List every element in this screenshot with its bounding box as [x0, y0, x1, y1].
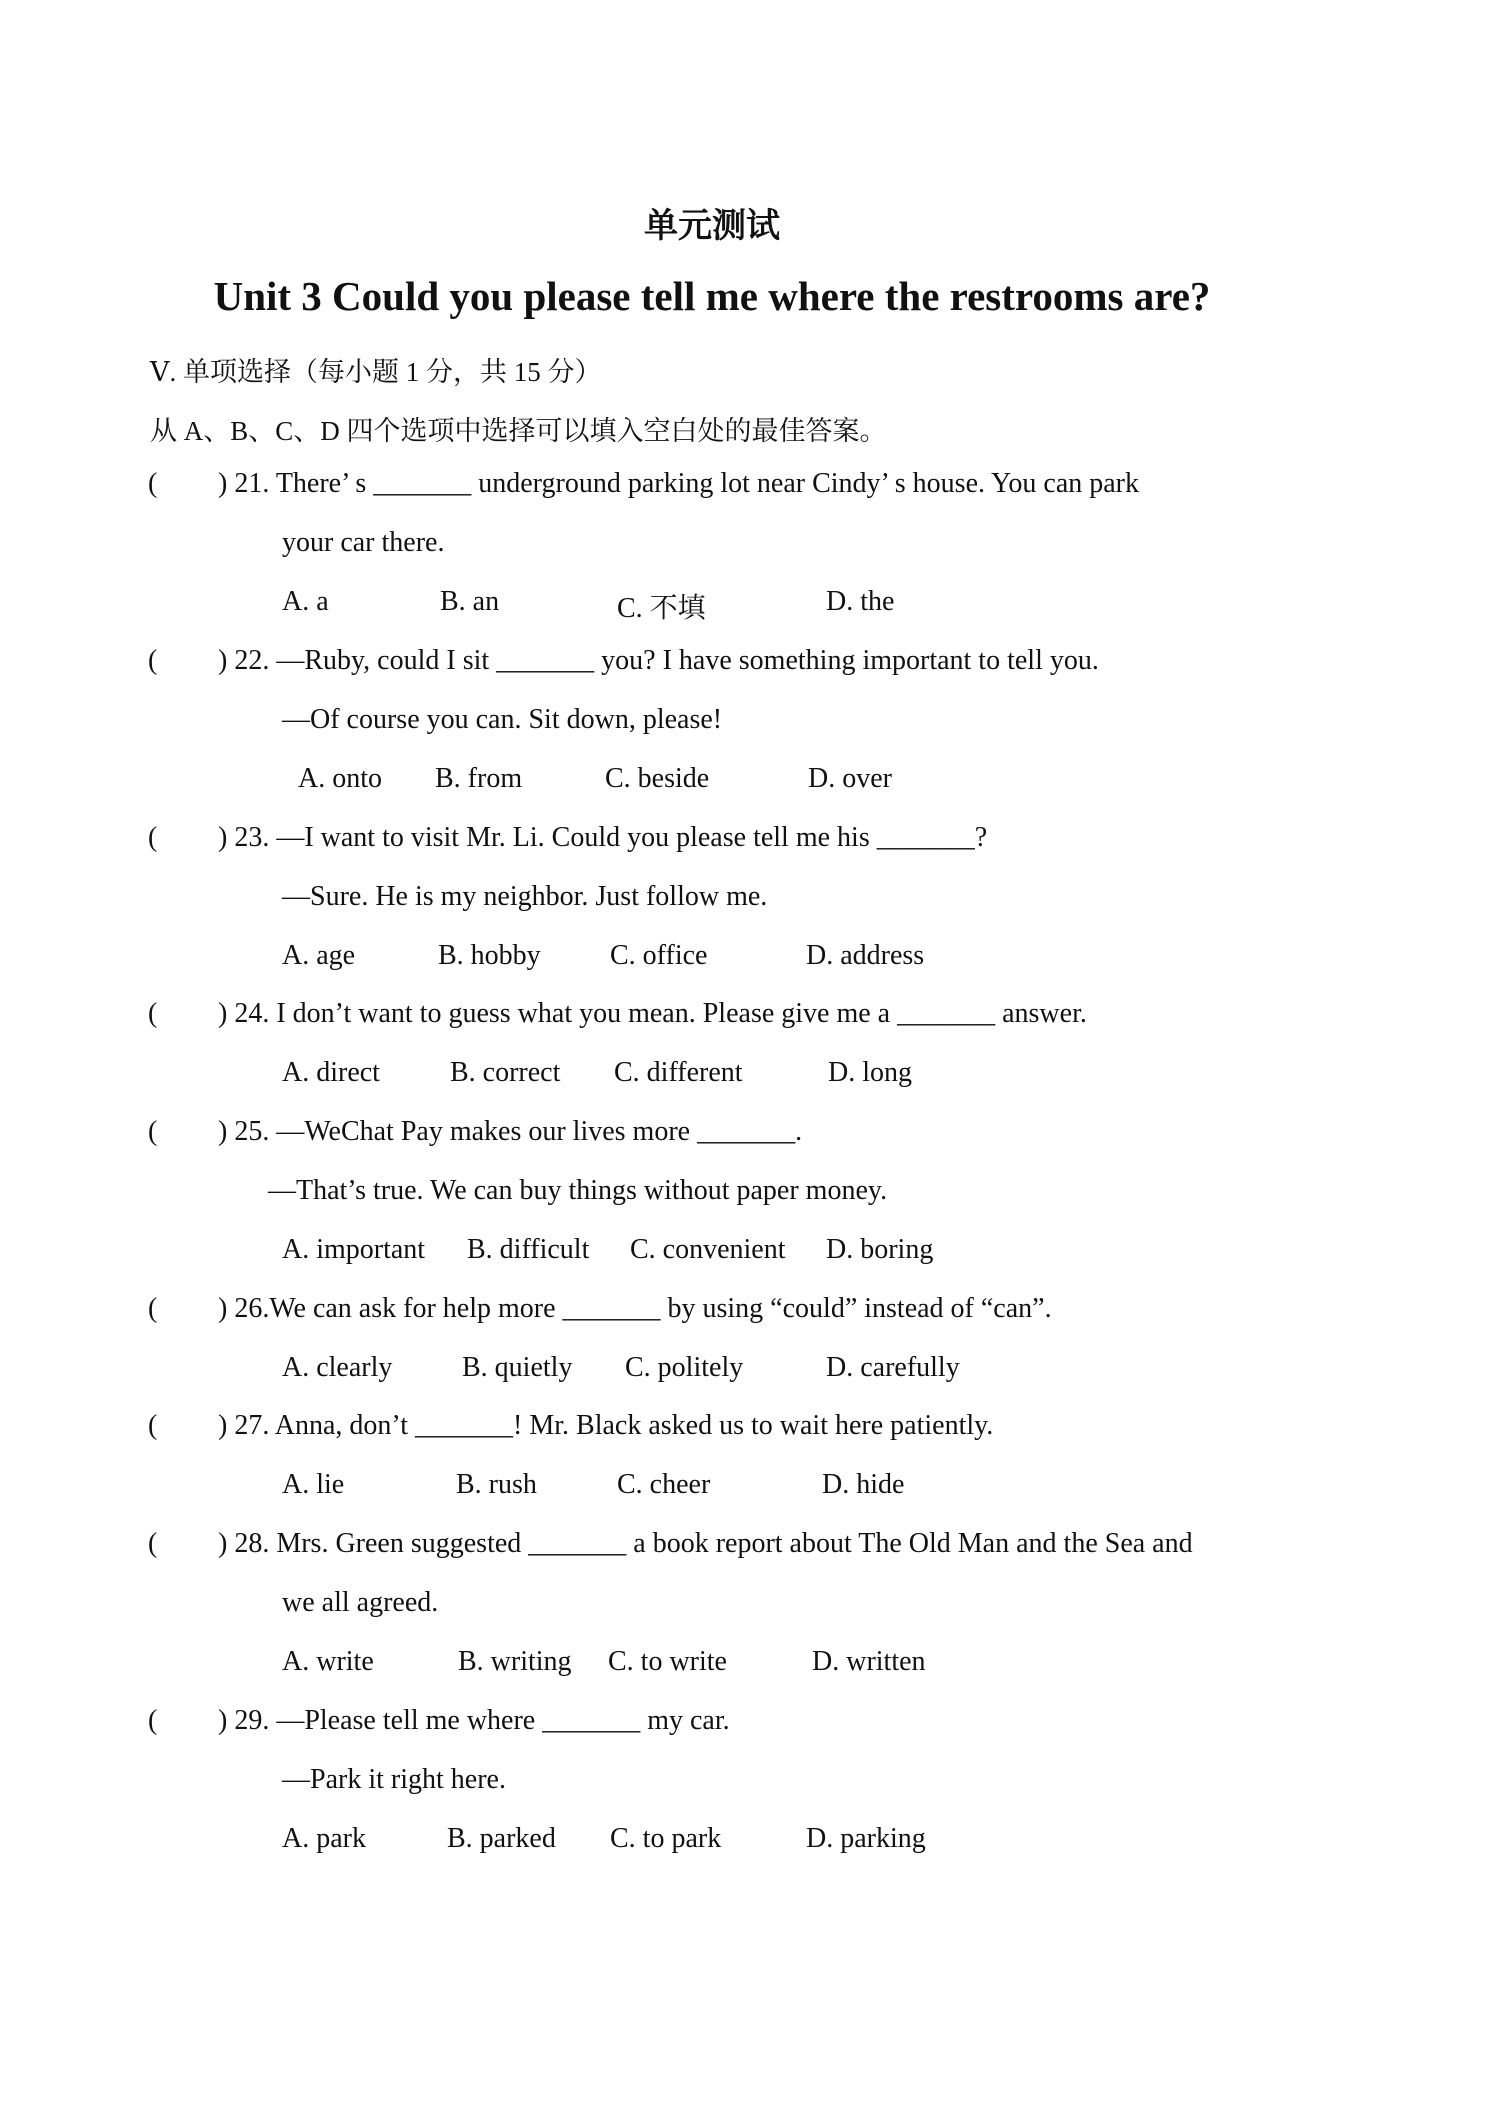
answer-paren[interactable]: ( [148, 468, 158, 499]
answer-paren[interactable]: ( [148, 998, 158, 1029]
question-26-stem: ) 26.We can ask for help more _______ by using “could” instead of “can”. [218, 1293, 1052, 1324]
question-26-option-a[interactable]: A. clearly [282, 1352, 393, 1383]
answer-paren[interactable]: ( [148, 1293, 158, 1324]
question-23-option-d[interactable]: D. address [806, 940, 925, 971]
question-24-option-b[interactable]: B. correct [450, 1057, 561, 1088]
question-23-option-c[interactable]: C. office [610, 940, 708, 971]
question-23-stem: ) 23. —I want to visit Mr. Li. Could you please tell me his _______? [218, 822, 988, 853]
question-21-cont: your car there. [282, 527, 445, 558]
answer-paren[interactable]: ( [148, 645, 158, 676]
answer-paren[interactable]: ( [148, 1410, 158, 1441]
question-23-option-a[interactable]: A. age [282, 940, 356, 971]
question-28-cont: we all agreed. [282, 1587, 439, 1618]
question-28-stem: ) 28. Mrs. Green suggested _______ a book report about The Old Man and the Sea and [218, 1528, 1193, 1559]
question-28-option-d[interactable]: D. written [812, 1646, 926, 1677]
question-23-cont: —Sure. He is my neighbor. Just follow me. [282, 881, 768, 912]
question-21-option-a[interactable]: A. a [282, 586, 329, 617]
question-29-option-a[interactable]: A. park [282, 1823, 366, 1854]
question-27-option-a[interactable]: A. lie [282, 1469, 345, 1500]
question-23-option-b[interactable]: B. hobby [438, 940, 541, 971]
question-28-option-b[interactable]: B. writing [458, 1646, 572, 1677]
question-24-stem: ) 24. I don’t want to guess what you mean. Please give me a _______ answer. [218, 998, 1087, 1029]
question-27-option-c[interactable]: C. cheer [617, 1469, 711, 1500]
answer-paren[interactable]: ( [148, 1705, 158, 1736]
question-22-option-c[interactable]: C. beside [605, 763, 710, 794]
question-25-option-a[interactable]: A. important [282, 1234, 426, 1265]
question-29-option-d[interactable]: D. parking [806, 1823, 926, 1854]
question-26-option-b[interactable]: B. quietly [462, 1352, 573, 1383]
question-24-option-c[interactable]: C. different [614, 1057, 743, 1088]
question-29-option-b[interactable]: B. parked [447, 1823, 556, 1854]
question-29-option-c[interactable]: C. to park [610, 1823, 722, 1854]
question-24-option-a[interactable]: A. direct [282, 1057, 380, 1088]
question-22-stem: ) 22. —Ruby, could I sit _______ you? I have something important to tell you. [218, 645, 1099, 676]
question-28-option-a[interactable]: A. write [282, 1646, 374, 1677]
answer-paren[interactable]: ( [148, 1116, 158, 1147]
answer-paren[interactable]: ( [148, 822, 158, 853]
question-29-cont: —Park it right here. [282, 1764, 506, 1795]
question-25-option-d[interactable]: D. boring [826, 1234, 934, 1265]
question-27-stem: ) 27. Anna, don’t _______! Mr. Black asked us to wait here patiently. [218, 1410, 994, 1441]
page-title-en: Unit 3 Could you please tell me where the restrooms are? [213, 273, 1211, 319]
question-27-option-d[interactable]: D. hide [822, 1469, 905, 1500]
question-25-cont: —That’s true. We can buy things without paper money. [268, 1175, 888, 1206]
answer-paren[interactable]: ( [148, 1528, 158, 1559]
question-21-stem: ) 21. There’ s _______ underground parking lot near Cindy’ s house. You can park [218, 468, 1139, 499]
question-27-option-b[interactable]: B. rush [456, 1469, 537, 1500]
section-instruction: 从 A、B、C、D 四个选项中选择可以填入空白处的最佳答案。 [150, 416, 887, 446]
question-22-option-a[interactable]: A. onto [298, 763, 382, 794]
question-28-option-c[interactable]: C. to write [608, 1646, 727, 1677]
question-25-stem: ) 25. —WeChat Pay makes our lives more _______. [218, 1116, 803, 1147]
question-25-option-b[interactable]: B. difficult [467, 1234, 590, 1265]
question-22-option-b[interactable]: B. from [435, 763, 523, 794]
question-21-option-b[interactable]: B. an [440, 586, 500, 617]
question-22-cont: —Of course you can. Sit down, please! [282, 704, 723, 735]
section-heading: Ⅴ. 单项选择（每小题 1 分，共 15 分） [150, 357, 602, 387]
question-26-option-d[interactable]: D. carefully [826, 1352, 960, 1383]
question-26-option-c[interactable]: C. politely [625, 1352, 744, 1383]
question-21-option-c[interactable]: C. 不填 [617, 593, 706, 624]
question-21-option-d[interactable]: D. the [826, 586, 895, 617]
question-22-option-d[interactable]: D. over [808, 763, 892, 794]
page-title-cn: 单元测试 [644, 206, 780, 246]
question-24-option-d[interactable]: D. long [828, 1057, 912, 1088]
question-25-option-c[interactable]: C. convenient [630, 1234, 786, 1265]
question-29-stem: ) 29. —Please tell me where _______ my car. [218, 1705, 730, 1736]
